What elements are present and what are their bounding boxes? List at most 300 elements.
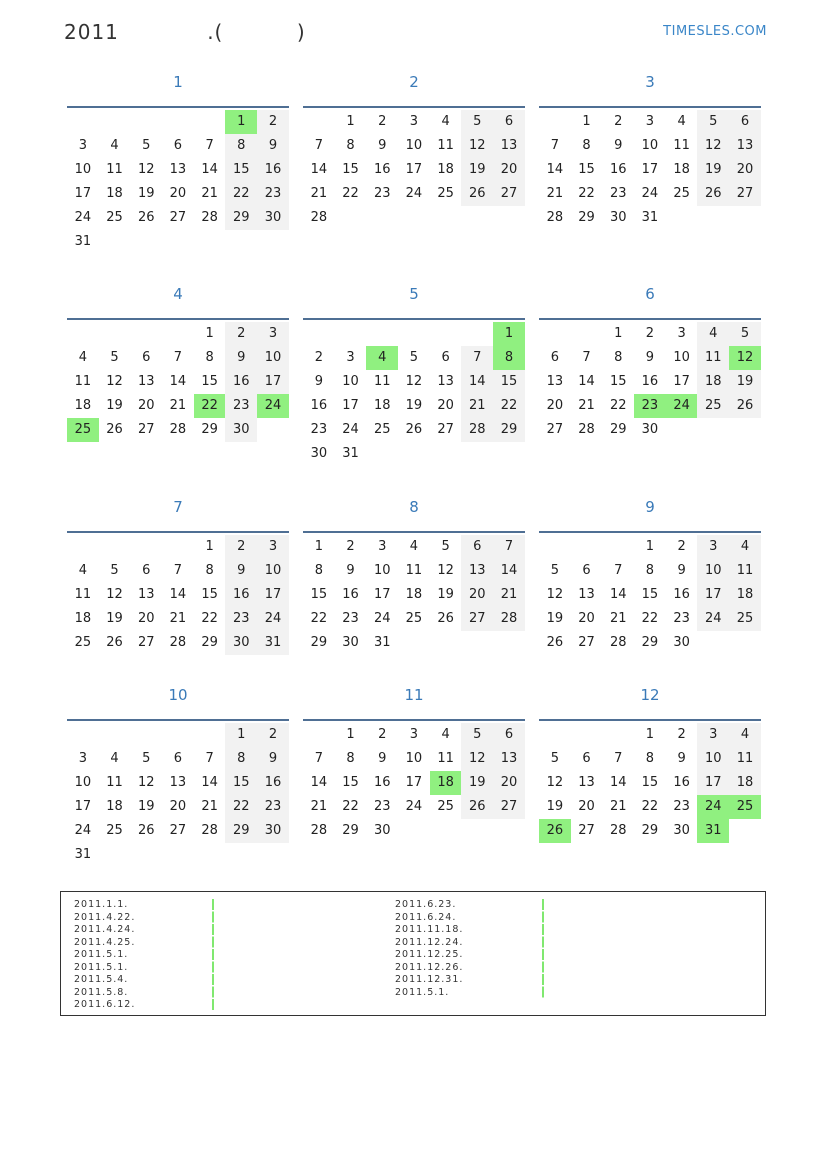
day-cell: 22 (225, 795, 257, 819)
day-cell: 15 (641, 587, 659, 602)
day-cell: 15 (609, 374, 627, 389)
day-cell: 15 (310, 587, 328, 602)
day-cell: 9 (346, 563, 355, 578)
holiday-day-cell: 31 (697, 819, 729, 843)
day-cell: 3 (677, 326, 686, 341)
day-cell: 18 (106, 799, 123, 814)
day-cell: 21 (493, 583, 525, 607)
brand-logo[interactable]: TIMESLES.COM (663, 24, 767, 39)
month-title: 8 (409, 498, 419, 516)
empty-cell (539, 723, 571, 747)
day-cell: 16 (225, 583, 257, 607)
month-grid (67, 106, 289, 254)
legend-item: 2011.4.24. (74, 924, 136, 935)
month-title: 5 (409, 285, 419, 303)
day-cell: 5 (441, 539, 450, 554)
day-cell: 18 (437, 162, 454, 177)
day-cell: 22 (578, 186, 595, 201)
day-cell: 21 (609, 611, 627, 626)
day-cell: 10 (641, 138, 659, 153)
day-cell: 29 (578, 210, 595, 225)
month-title: 7 (173, 498, 183, 516)
day-cell: 12 (546, 587, 564, 602)
holiday-day-cell: 1 (493, 322, 525, 346)
day-cell: 23 (257, 795, 289, 819)
day-cell: 17 (673, 374, 690, 389)
day-cell: 18 (697, 370, 729, 394)
day-cell: 6 (493, 110, 525, 134)
day-cell: 11 (74, 587, 92, 602)
day-cell: 11 (729, 559, 761, 583)
day-cell: 19 (137, 799, 155, 814)
day-cell: 5 (697, 110, 729, 134)
holiday-day-cell: 25 (729, 795, 761, 819)
day-cell: 24 (74, 823, 92, 838)
holiday-day-cell: 22 (194, 394, 226, 418)
month-7 (67, 497, 289, 655)
month-grid (303, 719, 525, 843)
day-cell: 13 (461, 559, 493, 583)
day-cell: 18 (405, 587, 423, 602)
day-cell: 13 (729, 134, 761, 158)
day-cell: 4 (110, 751, 119, 766)
day-cell: 15 (225, 771, 257, 795)
day-cell: 10 (673, 350, 690, 365)
day-cell: 2 (225, 322, 257, 346)
day-cell: 28 (461, 418, 493, 442)
day-cell: 29 (310, 635, 328, 650)
day-cell: 8 (614, 350, 623, 365)
month-grid (539, 719, 761, 843)
month-title: 12 (640, 686, 660, 704)
day-cell: 15 (201, 374, 218, 389)
day-cell: 26 (137, 823, 155, 838)
day-cell: 6 (142, 563, 151, 578)
day-cell: 8 (346, 751, 355, 766)
day-cell: 1 (346, 727, 355, 742)
day-cell: 19 (461, 771, 493, 795)
day-cell: 12 (106, 374, 123, 389)
day-cell: 5 (142, 138, 151, 153)
day-cell: 4 (729, 723, 761, 747)
day-cell: 17 (697, 583, 729, 607)
day-cell: 19 (546, 799, 564, 814)
empty-cell (194, 110, 226, 134)
legend-right-marker (542, 899, 544, 999)
day-cell: 8 (582, 138, 591, 153)
day-cell: 3 (409, 114, 419, 129)
day-cell: 20 (137, 611, 155, 626)
legend-item: 2011.5.4. (74, 974, 129, 985)
day-cell: 20 (493, 771, 525, 795)
day-cell: 29 (641, 823, 659, 838)
day-cell: 6 (441, 350, 450, 365)
month-8 (303, 497, 525, 655)
day-cell: 5 (110, 563, 119, 578)
day-cell: 30 (342, 635, 359, 650)
month-grid (539, 531, 761, 655)
day-cell: 22 (225, 182, 257, 206)
day-cell: 25 (106, 210, 123, 225)
empty-cell (99, 110, 131, 134)
day-cell: 11 (437, 138, 454, 153)
day-cell: 17 (257, 370, 289, 394)
day-cell: 22 (609, 398, 627, 413)
day-cell: 8 (645, 563, 655, 578)
day-cell: 28 (609, 635, 627, 650)
day-cell: 23 (609, 186, 627, 201)
day-cell: 30 (609, 210, 627, 225)
day-cell: 18 (673, 162, 690, 177)
day-cell: 26 (405, 422, 423, 437)
day-cell: 17 (697, 771, 729, 795)
day-cell: 27 (578, 635, 595, 650)
day-cell: 2 (257, 723, 289, 747)
empty-cell (67, 723, 99, 747)
day-cell: 13 (493, 747, 525, 771)
day-cell: 1 (582, 114, 591, 129)
day-cell: 28 (169, 635, 187, 650)
day-cell: 19 (729, 370, 761, 394)
day-cell: 7 (314, 751, 323, 766)
day-cell: 4 (697, 322, 729, 346)
month-grid (67, 719, 289, 867)
day-cell: 3 (378, 539, 387, 554)
day-cell: 7 (461, 346, 493, 370)
day-cell: 17 (74, 799, 92, 814)
day-cell: 14 (546, 162, 564, 177)
day-cell: 18 (373, 398, 391, 413)
day-cell: 1 (314, 539, 323, 554)
day-cell: 5 (461, 110, 493, 134)
month-title: 4 (173, 285, 183, 303)
legend-item: 2011.12.24. (395, 936, 464, 948)
day-cell: 25 (697, 394, 729, 418)
day-cell: 20 (578, 799, 595, 814)
empty-cell (303, 322, 335, 346)
day-cell: 24 (257, 607, 289, 631)
day-cell: 1 (346, 114, 355, 129)
day-cell: 3 (78, 751, 87, 766)
holiday-day-cell: 26 (539, 819, 571, 843)
month-1 (67, 72, 289, 254)
day-cell: 20 (169, 799, 187, 814)
day-cell: 16 (310, 398, 328, 413)
day-cell: 16 (342, 587, 359, 602)
day-cell: 19 (461, 158, 493, 182)
day-cell: 14 (201, 775, 218, 790)
month-grid (67, 531, 289, 655)
day-cell: 10 (697, 559, 729, 583)
day-cell: 9 (257, 134, 289, 158)
day-cell: 29 (225, 819, 257, 843)
day-cell: 27 (169, 210, 187, 225)
day-cell: 30 (641, 422, 659, 437)
month-2 (303, 72, 525, 230)
day-cell: 7 (493, 535, 525, 559)
day-cell: 8 (205, 350, 214, 365)
empty-cell (303, 110, 335, 134)
holiday-day-cell: 12 (729, 346, 761, 370)
day-cell: 1 (614, 326, 623, 341)
day-cell: 2 (378, 727, 387, 742)
day-cell: 9 (677, 563, 686, 578)
day-cell: 1 (645, 727, 655, 742)
day-cell: 11 (697, 346, 729, 370)
day-cell: 23 (673, 611, 690, 626)
day-cell: 28 (310, 823, 328, 838)
day-cell: 22 (493, 394, 525, 418)
legend-item: 2011.6.23. (395, 899, 457, 910)
day-cell: 10 (373, 563, 391, 578)
empty-cell (67, 110, 99, 134)
day-cell: 1 (205, 326, 214, 341)
month-grid (303, 106, 525, 230)
day-cell: 2 (257, 110, 289, 134)
day-cell: 9 (645, 350, 655, 365)
day-cell: 12 (137, 162, 155, 177)
day-cell: 30 (225, 631, 257, 655)
day-cell: 9 (225, 346, 257, 370)
day-cell: 12 (137, 775, 155, 790)
empty-cell (602, 723, 634, 747)
month-6 (539, 284, 761, 442)
day-cell: 21 (201, 186, 218, 201)
day-cell: 7 (205, 751, 214, 766)
empty-cell (99, 322, 131, 346)
empty-cell (67, 535, 99, 559)
empty-cell (99, 535, 131, 559)
day-cell: 22 (310, 611, 328, 626)
day-cell: 26 (461, 795, 493, 819)
day-cell: 11 (729, 747, 761, 771)
day-cell: 25 (729, 607, 761, 631)
day-cell: 29 (201, 635, 218, 650)
legend-item: 2011.12.25. (395, 949, 464, 960)
month-title: 6 (645, 285, 655, 303)
day-cell: 24 (641, 186, 659, 201)
day-cell: 7 (205, 138, 214, 153)
day-cell: 26 (697, 182, 729, 206)
day-cell: 10 (257, 346, 289, 370)
day-cell: 19 (546, 611, 564, 626)
day-cell: 15 (641, 775, 659, 790)
day-cell: 11 (437, 751, 454, 766)
day-cell: 27 (137, 422, 155, 437)
legend-right-list (395, 899, 463, 999)
day-cell: 27 (493, 795, 525, 819)
month-4 (67, 284, 289, 442)
day-cell: 10 (342, 374, 359, 389)
day-cell: 5 (409, 350, 419, 365)
day-cell: 17 (641, 162, 659, 177)
day-cell: 28 (546, 210, 564, 225)
empty-cell (130, 322, 162, 346)
day-cell: 15 (201, 587, 218, 602)
month-title: 10 (168, 686, 188, 704)
day-cell: 25 (673, 186, 690, 201)
day-cell: 18 (74, 611, 92, 626)
day-cell: 3 (257, 535, 289, 559)
day-cell: 24 (342, 422, 359, 437)
legend-item: 2011.4.25. (74, 936, 136, 948)
day-cell: 15 (578, 162, 595, 177)
month-3 (539, 72, 761, 230)
day-cell: 14 (609, 775, 627, 790)
day-cell: 27 (546, 422, 564, 437)
day-cell: 2 (677, 539, 686, 554)
month-title: 9 (645, 498, 655, 516)
day-cell: 14 (578, 374, 595, 389)
month-title: 3 (645, 73, 655, 91)
day-cell: 28 (310, 210, 328, 225)
day-cell: 20 (578, 611, 595, 626)
day-cell: 14 (310, 775, 328, 790)
day-cell: 13 (137, 374, 155, 389)
month-grid (539, 318, 761, 442)
holiday-day-cell: 24 (697, 795, 729, 819)
day-cell: 23 (373, 799, 391, 814)
day-cell: 14 (609, 587, 627, 602)
empty-cell (571, 723, 603, 747)
day-cell: 6 (461, 535, 493, 559)
legend-left-marker (212, 899, 214, 1011)
month-5 (303, 284, 525, 466)
day-cell: 12 (461, 134, 493, 158)
day-cell: 26 (729, 394, 761, 418)
day-cell: 17 (257, 583, 289, 607)
day-cell: 25 (373, 422, 391, 437)
day-cell: 6 (142, 350, 151, 365)
day-cell: 15 (225, 158, 257, 182)
empty-cell (162, 535, 194, 559)
day-cell: 20 (729, 158, 761, 182)
day-cell: 16 (641, 374, 659, 389)
day-cell: 20 (461, 583, 493, 607)
day-cell: 14 (310, 162, 328, 177)
day-cell: 29 (225, 206, 257, 230)
day-cell: 27 (578, 823, 595, 838)
day-cell: 3 (257, 322, 289, 346)
day-cell: 7 (582, 350, 591, 365)
day-cell: 19 (437, 587, 454, 602)
month-grid (67, 318, 289, 442)
day-cell: 11 (106, 162, 123, 177)
day-cell: 31 (74, 234, 92, 249)
month-title: 1 (173, 73, 183, 91)
day-cell: 28 (609, 823, 627, 838)
day-cell: 5 (461, 723, 493, 747)
day-cell: 30 (257, 819, 289, 843)
day-cell: 30 (673, 823, 690, 838)
empty-cell (130, 535, 162, 559)
day-cell: 27 (729, 182, 761, 206)
day-cell: 28 (578, 422, 595, 437)
day-cell: 3 (697, 535, 729, 559)
month-12 (539, 685, 761, 843)
day-cell: 8 (314, 563, 323, 578)
day-cell: 3 (697, 723, 729, 747)
day-cell: 17 (373, 587, 391, 602)
day-cell: 6 (173, 138, 183, 153)
day-cell: 6 (173, 751, 183, 766)
day-cell: 1 (205, 539, 214, 554)
day-cell: 13 (437, 374, 454, 389)
month-grid (539, 106, 761, 230)
day-cell: 29 (201, 422, 218, 437)
day-cell: 15 (342, 162, 359, 177)
day-cell: 24 (405, 799, 423, 814)
day-cell: 22 (201, 611, 218, 626)
day-cell: 19 (137, 186, 155, 201)
day-cell: 19 (106, 611, 123, 626)
day-cell: 4 (78, 563, 87, 578)
day-cell: 30 (373, 823, 391, 838)
day-cell: 5 (729, 322, 761, 346)
day-cell: 28 (201, 823, 218, 838)
month-10 (67, 685, 289, 867)
day-cell: 3 (78, 138, 87, 153)
day-cell: 25 (106, 823, 123, 838)
day-cell: 16 (257, 158, 289, 182)
day-cell: 21 (578, 398, 595, 413)
day-cell: 7 (614, 751, 623, 766)
day-cell: 22 (342, 799, 359, 814)
day-cell: 6 (550, 350, 559, 365)
day-cell: 30 (673, 635, 690, 650)
empty-cell (67, 322, 99, 346)
legend-left-list (74, 899, 135, 1012)
empty-cell (130, 723, 162, 747)
empty-cell (130, 110, 162, 134)
holiday-day-cell: 25 (67, 418, 99, 442)
day-cell: 2 (314, 350, 323, 365)
day-cell: 8 (225, 747, 257, 771)
day-cell: 29 (342, 823, 359, 838)
day-cell: 8 (645, 751, 655, 766)
day-cell: 7 (173, 350, 183, 365)
empty-cell (194, 723, 226, 747)
day-cell: 4 (110, 138, 119, 153)
day-cell: 17 (74, 186, 92, 201)
day-cell: 5 (142, 751, 151, 766)
day-cell: 1 (225, 723, 257, 747)
day-cell: 26 (546, 635, 564, 650)
day-cell: 12 (697, 134, 729, 158)
page-title: 2011 .( ) (64, 20, 306, 44)
day-cell: 8 (225, 134, 257, 158)
day-cell: 11 (673, 138, 690, 153)
day-cell: 25 (437, 799, 454, 814)
day-cell: 14 (169, 587, 187, 602)
empty-cell (398, 322, 430, 346)
day-cell: 30 (225, 418, 257, 442)
day-cell: 10 (257, 559, 289, 583)
day-cell: 5 (550, 751, 559, 766)
day-cell: 14 (493, 559, 525, 583)
day-cell: 6 (582, 751, 591, 766)
day-cell: 3 (409, 727, 419, 742)
day-cell: 24 (697, 607, 729, 631)
day-cell: 8 (205, 563, 214, 578)
day-cell: 27 (461, 607, 493, 631)
month-11 (303, 685, 525, 843)
day-cell: 2 (378, 114, 387, 129)
day-cell: 16 (225, 370, 257, 394)
day-cell: 18 (74, 398, 92, 413)
day-cell: 18 (729, 771, 761, 795)
day-cell: 23 (373, 186, 391, 201)
